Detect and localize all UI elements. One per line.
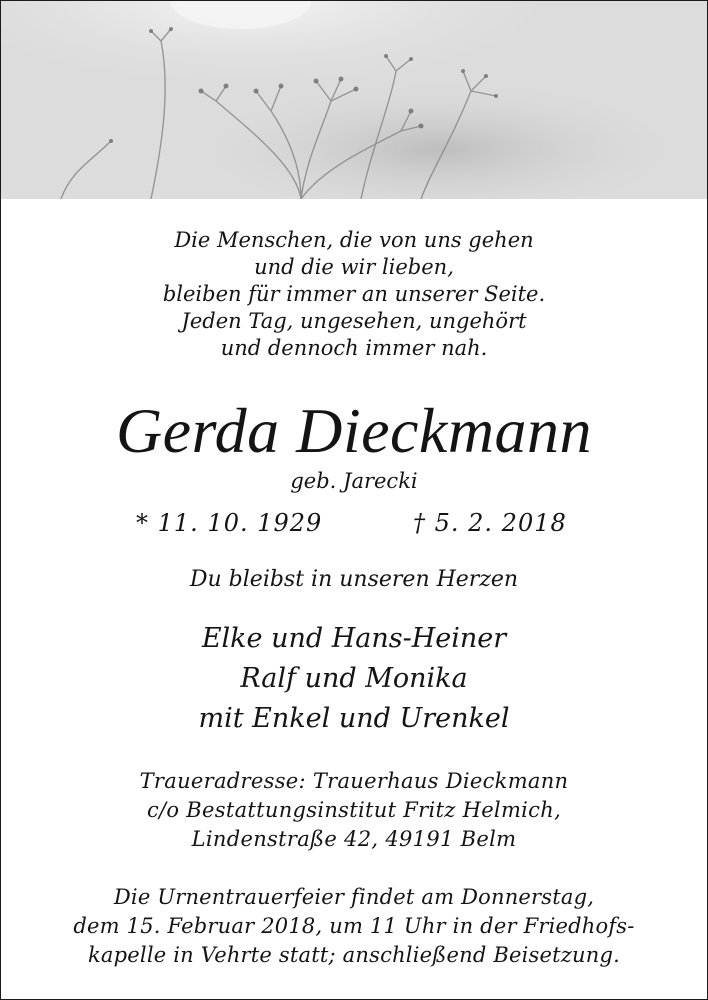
ceremony-line: dem 15. Februar 2018, um 11 Uhr in der Friedhofs-	[73, 914, 635, 938]
family-line: mit Enkel und Urenkel	[198, 703, 510, 734]
poem-line: und die wir lieben,	[254, 255, 454, 279]
address-line: Traueradresse: Trauerhaus Dieckmann	[139, 769, 569, 793]
poem-line: Die Menschen, die von uns gehen	[174, 228, 534, 252]
dried-flower-illustration	[1, 1, 707, 199]
address-line: c/o Bestattungsinstitut Fritz Helmich,	[146, 798, 562, 822]
death-date: † 5. 2. 2018	[413, 509, 567, 537]
ceremony-line: Die Urnentrauerfeier findet am Donnerstag,	[113, 885, 595, 909]
poem-line: Jeden Tag, ungesehen, ungehört	[181, 309, 527, 333]
address-line: Lindenstraße 42, 49191 Belm	[191, 827, 517, 851]
memorial-poem	[1, 227, 707, 362]
ceremony-line: kapelle in Vehrte statt; anschließend Beisetzung.	[87, 943, 621, 967]
poem-line: bleiben für immer an unserer Seite.	[162, 282, 546, 306]
family-signatures	[1, 619, 707, 739]
mourning-address	[1, 767, 707, 854]
deceased-name: Gerda Dieckmann	[115, 395, 593, 466]
farewell-line: Du bleibst in unseren Herzen	[189, 567, 519, 592]
family-line: Ralf und Monika	[240, 663, 468, 694]
ceremony-info	[1, 883, 707, 970]
birth-date: * 11. 10. 1929	[136, 509, 323, 537]
dried-flower-photo	[1, 1, 707, 199]
poem-line: und dennoch immer nah.	[220, 336, 488, 360]
family-line: Elke und Hans-Heiner	[201, 623, 507, 654]
maiden-name: geb. Jarecki	[290, 469, 418, 493]
